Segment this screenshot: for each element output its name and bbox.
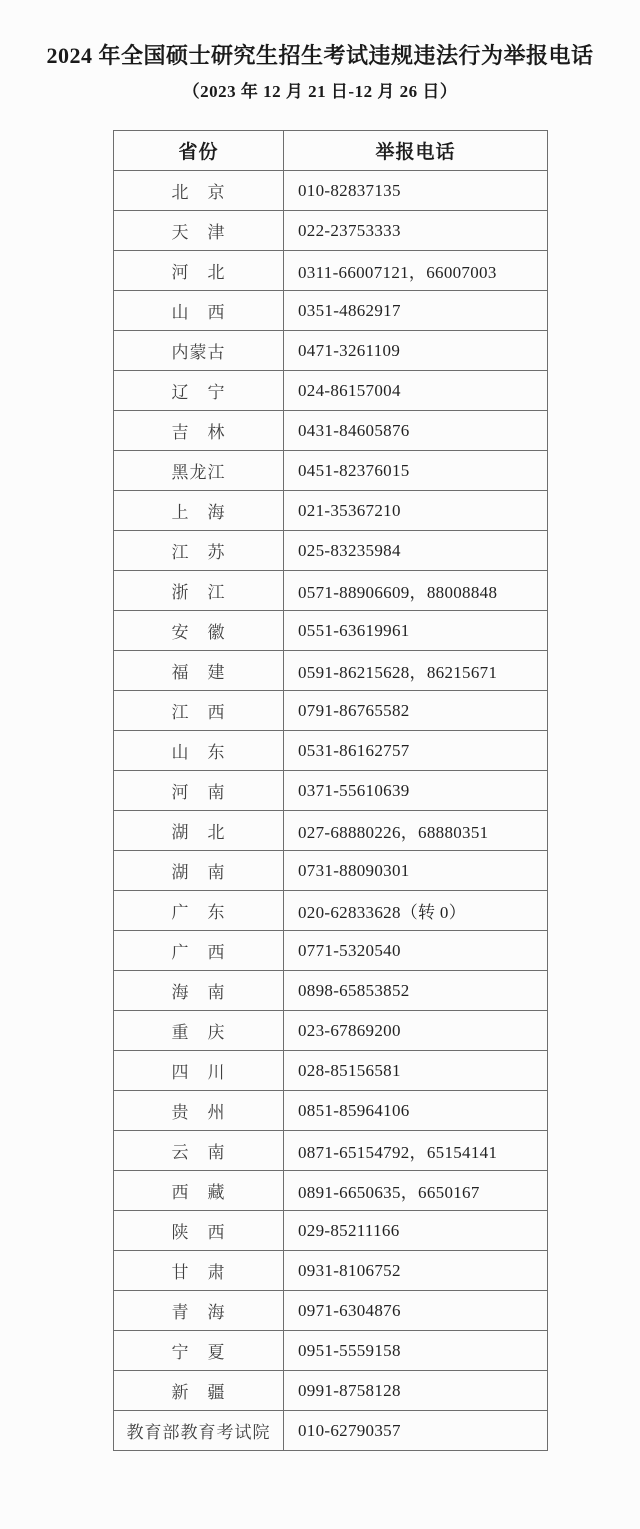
table-row [114,1091,548,1131]
phone-cell: 0771-5320540 [284,931,548,971]
phone-cell: 0591-86215628，86215671 [284,651,548,691]
province-cell: 贵 州 [114,1091,284,1131]
phone-cell: 0991-8758128 [284,1371,548,1411]
province-cell: 江 苏 [114,531,284,571]
table-row [114,411,548,451]
province-cell: 湖 南 [114,851,284,891]
province-cell: 广 西 [114,931,284,971]
province-cell: 陕 西 [114,1211,284,1251]
table-row [114,1371,548,1411]
phone-cell: 021-35367210 [284,491,548,531]
phone-cell: 0311-66007121，66007003 [284,251,548,291]
table-row [114,451,548,491]
province-cell: 重 庆 [114,1011,284,1051]
phone-cell: 0431-84605876 [284,411,548,451]
table-row [114,691,548,731]
phone-cell: 0451-82376015 [284,451,548,491]
table-row [114,811,548,851]
phone-cell: 0871-65154792，65154141 [284,1131,548,1171]
page-title: 2024 年全国硕士研究生招生考试违规违法行为举报电话 [46,43,594,68]
province-cell: 西 藏 [114,1171,284,1211]
province-cell: 河 北 [114,251,284,291]
phone-cell: 0471-3261109 [284,331,548,371]
header-row [114,131,548,171]
province-cell: 河 南 [114,771,284,811]
table-row [114,291,548,331]
province-cell: 广 东 [114,891,284,931]
phone-cell: 0371-55610639 [284,771,548,811]
province-cell: 宁 夏 [114,1331,284,1371]
province-cell: 黑龙江 [114,451,284,491]
table-row [114,1251,548,1291]
table-row [114,571,548,611]
phone-cell: 0971-6304876 [284,1291,548,1331]
phone-cell: 023-67869200 [284,1011,548,1051]
province-cell: 山 东 [114,731,284,771]
table-row [114,211,548,251]
province-cell: 北 京 [114,171,284,211]
province-cell: 青 海 [114,1291,284,1331]
phone-cell: 027-68880226，68880351 [284,811,548,851]
province-cell: 辽 宁 [114,371,284,411]
province-cell: 内蒙古 [114,331,284,371]
province-cell: 云 南 [114,1131,284,1171]
phone-cell: 010-82837135 [284,171,548,211]
province-cell: 新 疆 [114,1371,284,1411]
province-cell: 湖 北 [114,811,284,851]
province-column-header: 省份 [114,131,284,171]
table-row [114,1211,548,1251]
phone-cell: 020-62833628（转 0） [284,891,548,931]
phone-cell: 0891-6650635，6650167 [284,1171,548,1211]
phone-cell: 0931-8106752 [284,1251,548,1291]
phone-cell: 0951-5559158 [284,1331,548,1371]
province-cell: 上 海 [114,491,284,531]
table-row [114,731,548,771]
province-cell: 天 津 [114,211,284,251]
table-body [114,171,548,1451]
table-row [114,1331,548,1371]
table-row [114,971,548,1011]
table-row [114,371,548,411]
table-row [114,251,548,291]
phone-cell: 0571-88906609，88008848 [284,571,548,611]
phone-cell: 0851-85964106 [284,1091,548,1131]
province-cell: 吉 林 [114,411,284,451]
hotline-table [113,130,548,1451]
table-row [114,931,548,971]
page-subtitle: （2023 年 12 月 21 日-12 月 26 日） [182,82,458,101]
phone-cell: 022-23753333 [284,211,548,251]
phone-cell: 0551-63619961 [284,611,548,651]
phone-cell: 0351-4862917 [284,291,548,331]
table-row [114,1171,548,1211]
table-row [114,531,548,571]
province-cell: 江 西 [114,691,284,731]
table-row [114,1291,548,1331]
phone-cell: 0898-65853852 [284,971,548,1011]
phone-cell: 010-62790357 [284,1411,548,1451]
province-cell: 甘 肃 [114,1251,284,1291]
phone-cell: 025-83235984 [284,531,548,571]
phone-cell: 0791-86765582 [284,691,548,731]
table-row [114,1051,548,1091]
province-cell: 教育部教育考试院 [114,1411,284,1451]
table-row [114,171,548,211]
table-row [114,1131,548,1171]
phone-cell: 0531-86162757 [284,731,548,771]
table-row [114,611,548,651]
province-cell: 浙 江 [114,571,284,611]
table-row [114,491,548,531]
table-row [114,331,548,371]
phone-column-header: 举报电话 [284,131,548,171]
table-row [114,891,548,931]
phone-cell: 0731-88090301 [284,851,548,891]
province-cell: 山 西 [114,291,284,331]
province-cell: 海 南 [114,971,284,1011]
table-row [114,851,548,891]
table-row [114,1011,548,1051]
table-row [114,651,548,691]
phone-cell: 029-85211166 [284,1211,548,1251]
table-row [114,1411,548,1451]
phone-cell: 028-85156581 [284,1051,548,1091]
province-cell: 福 建 [114,651,284,691]
province-cell: 安 徽 [114,611,284,651]
province-cell: 四 川 [114,1051,284,1091]
phone-cell: 024-86157004 [284,371,548,411]
table-row [114,771,548,811]
